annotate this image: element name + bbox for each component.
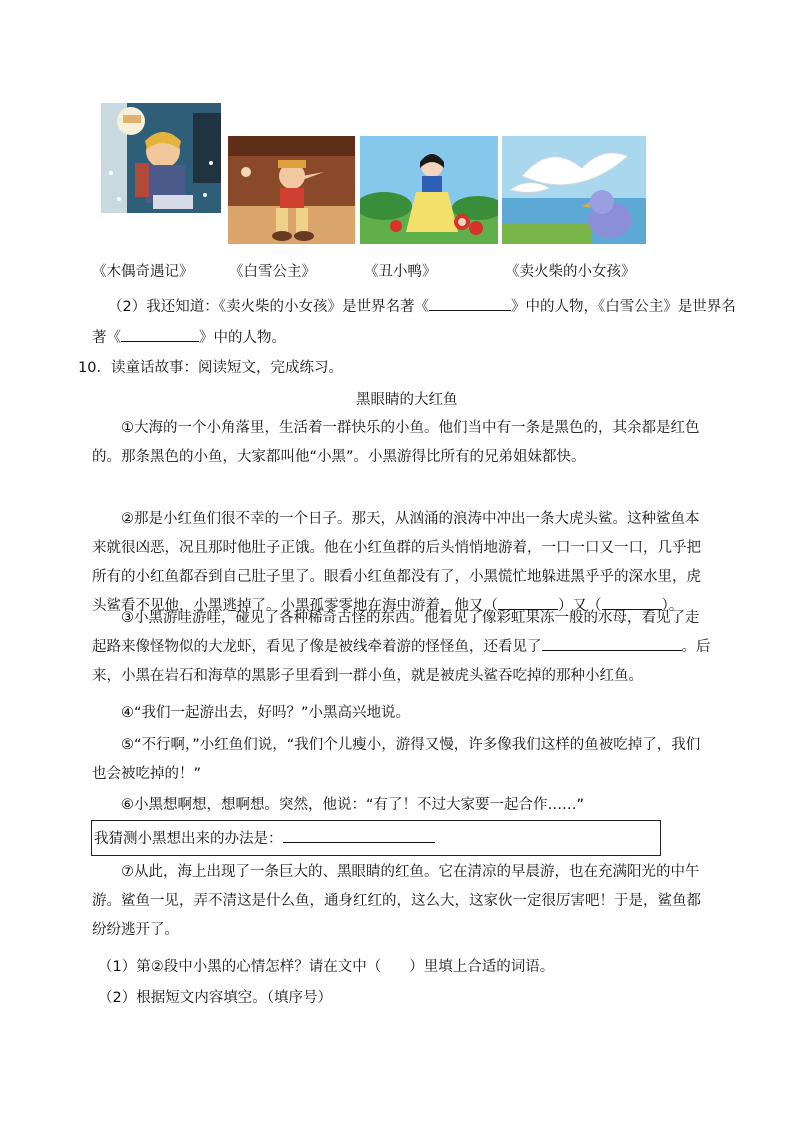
- match-girl-illustration: [101, 103, 221, 213]
- q2-text-4: 》中的人物。: [199, 330, 286, 346]
- caption-pinocchio: 《木偶奇遇记》: [92, 264, 194, 280]
- sub1-text-b: ）里填上合适的词语。: [409, 959, 555, 975]
- q2-line-1: [108, 296, 736, 317]
- snow-white-illustration: [360, 136, 498, 244]
- snow-white-picture: [360, 136, 498, 244]
- story-paragraph-1: ①大海的一个小角落里，生活着一群快乐的小鱼。他们当中有一条是黑色的，其余都是红色的。那条黑色的小鱼，大家都叫他“小黑”。小黑游得比所有的兄弟姐妹都快。: [92, 420, 700, 465]
- q10-heading: 10．读童话故事：阅读短文，完成练习。: [78, 360, 343, 376]
- sub-question-2: （2）根据短文内容填空。（填序号）: [98, 990, 332, 1006]
- p3-blank[interactable]: [542, 636, 682, 651]
- match-girl-picture: [101, 103, 221, 213]
- q2-blank-1[interactable]: [429, 296, 511, 311]
- guess-label: 我猜测小黑想出来的办法是：: [94, 831, 283, 847]
- sub1-text-a: （1）第②段中小黑的心情怎样？请在文中（: [98, 959, 382, 975]
- story-paragraph-3: [92, 604, 712, 691]
- p2-text-a: ②那是小红鱼们很不幸的一个日子。那天，从汹涌的浪涛中冲出一条大虎头鲨。这种鲨鱼本来就很凶恶，况且那时他肚子正饿。他在小红鱼群的后头悄悄地游着，一口一口又一口，几乎把所有的小红鱼都吞到自己肚子里了。眼看小红鱼都没有了，小黑慌忙地躲进黑乎乎的深水里，虎头鲨看不见他，小黑逃掉了。小黑孤零零地在海中游着，他又（: [92, 511, 701, 614]
- pinocchio-illustration: [228, 136, 355, 244]
- story-title: 黑眼睛的大红鱼: [356, 392, 458, 408]
- caption-snow-white: 《白雪公主》: [229, 264, 316, 280]
- q2-text-1: （2）我还知道：《卖火柴的小女孩》是世界名著《: [108, 299, 429, 315]
- story-paragraph-7: ⑦从此，海上出现了一条巨大的、黑眼睛的红鱼。它在清凉的早晨游，也在充满阳光的中午游。鲨鱼一见，弄不清这是什么鱼，通身红红的，这么大，这家伙一定很厉害吧！于是，鲨鱼都纷纷逃开了。: [92, 864, 701, 938]
- q2-text-2: 》中的人物，《白雪公主》是世界名: [510, 299, 736, 315]
- q2-line-2: [92, 327, 286, 348]
- pinocchio-picture: [228, 136, 355, 244]
- guess-blank[interactable]: [283, 828, 435, 843]
- ugly-duckling-illustration: [502, 136, 646, 244]
- p2-text-b: ）又（: [558, 598, 602, 614]
- p3-text-a: ③小黑游哇游哇，碰见了各种稀奇古怪的东西。他看见了像彩虹果冻一般的水母，看见了走起路来像怪物似的大龙虾，看见了像是被线牵着游的怪怪鱼，还看见了: [92, 610, 700, 655]
- caption-ugly-duckling: 《丑小鸭》: [364, 264, 437, 280]
- q2-text-3: 著《: [92, 330, 121, 346]
- q2-blank-2[interactable]: [121, 327, 199, 342]
- p2-text-c: ）。: [661, 598, 684, 614]
- sub-question-1: [98, 957, 554, 977]
- guess-box: [91, 820, 661, 856]
- story-paragraph-6: ⑥小黑想啊想，想啊想。突然，他说：“有了！不过大家要一起合作……”: [121, 797, 585, 813]
- caption-match-girl: 《卖火柴的小女孩》: [505, 264, 636, 280]
- guess-line: [94, 828, 435, 849]
- story-paragraph-5: ⑤“不行啊，”小红鱼们说，“我们个儿瘦小，游得又慢，许多像我们这样的鱼被吃掉了，我们也会被吃掉的！”: [92, 737, 701, 782]
- story-paragraph-4: ④“我们一起游出去，好吗？”小黑高兴地说。: [121, 705, 411, 721]
- p3-text-b: 。后来，小黑在岩石和海草的黑影子里看到一群小鱼，就是被虎头鲨吞吃掉的那种小红鱼。: [92, 639, 711, 684]
- ugly-duckling-picture: [502, 136, 646, 244]
